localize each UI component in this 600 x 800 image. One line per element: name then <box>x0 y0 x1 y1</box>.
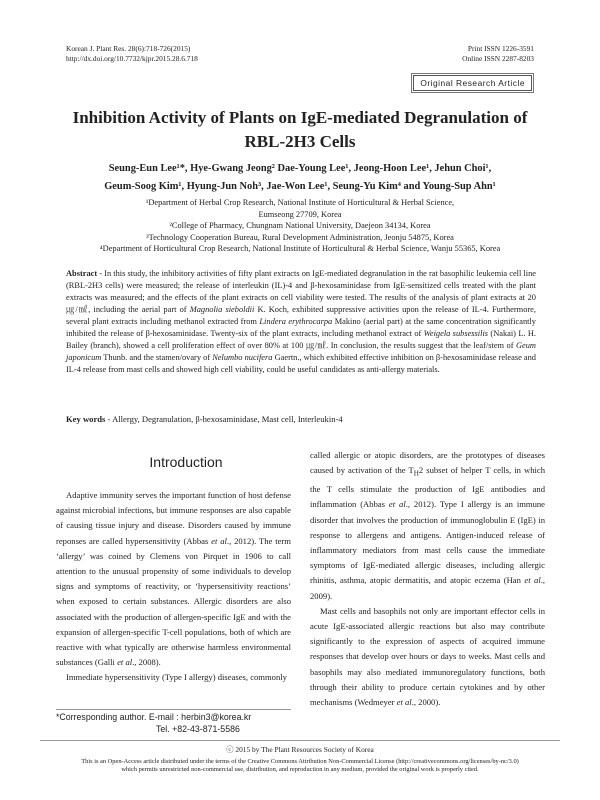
journal-citation <box>66 44 198 64</box>
affiliation-2: ²College of Pharmacy, Chungnam National University, Daejeon 34134, Korea <box>169 221 431 230</box>
title-line-1: Inhibition Activity of Plants on IgE-mediated Degranulation of <box>72 108 528 127</box>
paragraph <box>310 448 545 604</box>
affiliation-3: ³Technology Cooperation Bureau, Rural Development Administration, Jeonju 54875, Korea <box>146 232 454 242</box>
body-text: 2 subset of helper T cells, in which the T cells stimulate the production of IgE antibodies and inflammation (Abbas <box>310 465 545 510</box>
issn-block <box>462 44 534 64</box>
footer-divider <box>40 740 560 741</box>
footnote-divider <box>56 709 291 710</box>
left-column <box>56 488 291 686</box>
affiliation-1: ¹Department of Herbal Crop Research, National Institute of Horticultural & Herbal Science, <box>145 198 455 207</box>
species-name: Magnolia sieboldii <box>189 305 255 314</box>
keywords-label: Key words <box>66 414 106 424</box>
paragraph <box>310 604 545 710</box>
species-name: Nelumbo nucifera <box>212 353 273 362</box>
author-list <box>40 160 560 196</box>
authors-line-2: Geum-Soog Kim¹, Hyung-Jun Noh³, Jae-Won Lee¹, Seung-Yu Kim⁴ and Young-Sup Ahn¹ <box>104 181 496 192</box>
affiliation-4: ⁴Department of Horticultural Crop Research, National Institute of Horticultural & Herbal Science, Wanju 55365, Korea <box>99 244 501 253</box>
abstract-label: Abstract <box>66 269 98 278</box>
section-heading-introduction: Introduction <box>149 454 223 470</box>
body-text: ., 2012). The term ‘allergy’ was coined by Clemens von Pirquet in 1906 to call attention to the unusual propensity of some individuals to develop signs and symptoms of reactivity, or ‘hypersensitivity reactions’ when exposed to certain substances. Allergic disorders are also associated with the production of allergen-specific IgE and with the expansion of allergen-specific T-cell populations, both of which are reactive with what typically are otherwise harmless environmental substances (Galli <box>56 535 291 668</box>
affiliation-1-city: Eumseong 27709, Korea <box>258 209 342 219</box>
title-line-2: RBL-2H3 Cells <box>244 132 356 151</box>
body-text: ., 2009). <box>310 575 545 601</box>
abstract-text: Makino (aerial part) at the same concentration significantly inhibited the release of β-hexosaminidase. Twenty-six of the plant extracts, including methanol extract of <box>66 317 536 338</box>
article-type-label: Original Research Article <box>413 75 532 91</box>
body-text: called allergic or atopic disorders, are the prototypes of diseases caused by activation of the T <box>310 450 545 476</box>
citation-etal: et al <box>117 657 133 668</box>
corresponding-author <box>56 712 296 735</box>
keywords-text: - Allergy, Degranulation, β-hexosaminidase, Mast cell, Interleukin-4 <box>105 414 343 424</box>
corresponding-email: *Corresponding author. E-mail : herbin3@korea.kr <box>56 712 252 722</box>
abstract-text: (Nakai) L. H. Bailey (branch), showed a cell proliferation effect of over 80% at 100 ㎍/㎖. In conclusion, the results suggest that the leaf/stem of <box>66 329 537 350</box>
body-text: Adaptive immunity serves the important function of host defense against microbial infections, but immune responses are also capable of causing tissue injury and disease. Disorders caused by immune reponses are called hypersensitivity (Abbas <box>56 490 291 546</box>
abstract-text: Gaertn., which exhibited effective inhibition on β-hexosaminidase release and IL-4 release from mast cells and showed high cell viability, could be useful candidates as anti-allergy materials. <box>66 353 536 374</box>
body-text: Mast cells and basophils not only are important effector cells in acute IgE-associated allergic reactions but also may contribute significantly to the expression of aspects of acquired immune responses that develop over hours or days to weeks. Mast cells and basophils may also mediated immunoregulatory functions, both through their ability to produce certain cytokines and by other mechanisms (Wedmeyer <box>310 605 545 707</box>
license-line-2: which permits unrestricted non-commercial use, distribution, and reproduction in any medium, provided the original work is properly cited. <box>121 766 479 773</box>
keywords <box>66 414 536 424</box>
paragraph: Immediate hypersensitivity (Type I allergy) diseases, commonly <box>66 672 287 683</box>
species-name: Weigela subsessilis <box>423 329 489 338</box>
paragraph <box>56 488 291 670</box>
citation-etal: et al <box>524 575 541 586</box>
species-name: Geum japonicum <box>66 341 536 362</box>
abstract-text: Thunb. and the stamen/ovary of <box>101 353 213 362</box>
article-title <box>40 106 560 154</box>
issn-print: Print ISSN 1226-3591 <box>467 44 534 53</box>
issn-online: Online ISSN 2287-8203 <box>462 54 534 63</box>
body-text: ., 2012). Type I allergy is an immune disorder that involves the production of immunoglobulin E (IgE) in response to allergens and antigens. Antigen-induced release of inflammatory mediators from mast cells cause the immediate symptoms of IgE-mediated allergic diseases, including allergic rhinitis, asthma, atopic dermatitis, and atopic eczema (Han <box>310 499 545 586</box>
abstract <box>66 268 536 376</box>
body-text: ., 2000). <box>411 696 441 707</box>
license-notice <box>40 758 560 774</box>
body-text: ., 2008). <box>132 657 161 668</box>
abstract-text: - In this study, the inhibitory activities of fifty plant extracts on IgE-mediated degranulation in the rat basophilic leukemia cell line (RBL-2H3 cells) were measured; the release of interleukin (IL)-4 and β-hexosaminidase from IgE-sensitized cells treated with the plant extracts was measured; and the effects of the plant extracts on cell viability were tested. The results of the analysis of plant extracts at 20 ㎍/㎖, including the aerial part of <box>66 269 536 314</box>
right-column <box>310 448 545 710</box>
subscript: H <box>413 469 419 478</box>
corresponding-phone: Tel. +82-43-871-5586 <box>156 723 240 734</box>
citation-etal: et al <box>388 499 406 510</box>
journal-volume: Korean J. Plant Res. 28(6):718-726(2015) <box>66 44 191 53</box>
citation-etal: et al <box>396 696 412 707</box>
affiliations <box>40 197 560 255</box>
copyright: ⓒ 2015 by The Plant Resources Society of Korea <box>226 745 374 754</box>
authors-line-1: Seung-Eun Lee¹*, Hye-Gwang Jeong² Dae-Young Lee¹, Jeong-Hoon Lee¹, Jehun Choi¹, <box>108 163 492 174</box>
abstract-text: K. Koch, exhibited suppressive activities upon the release of IL-4. Furthermore, several plant extracts including methanol extracted from <box>66 305 536 326</box>
license-line-1: This is an Open-Access article distributed under the terms of the Creative Commons Attribution Non-Commercial License (http://creativecommons.org/licenses/by-nc/3.0) <box>81 758 519 765</box>
species-name: Lindera erythrocarpa <box>259 317 333 326</box>
citation-etal: et al <box>211 535 227 546</box>
article-type-badge <box>411 73 534 93</box>
doi-link[interactable]: http://dx.doi.org/10.7732/kjpr.2015.28.6.718 <box>66 54 198 63</box>
